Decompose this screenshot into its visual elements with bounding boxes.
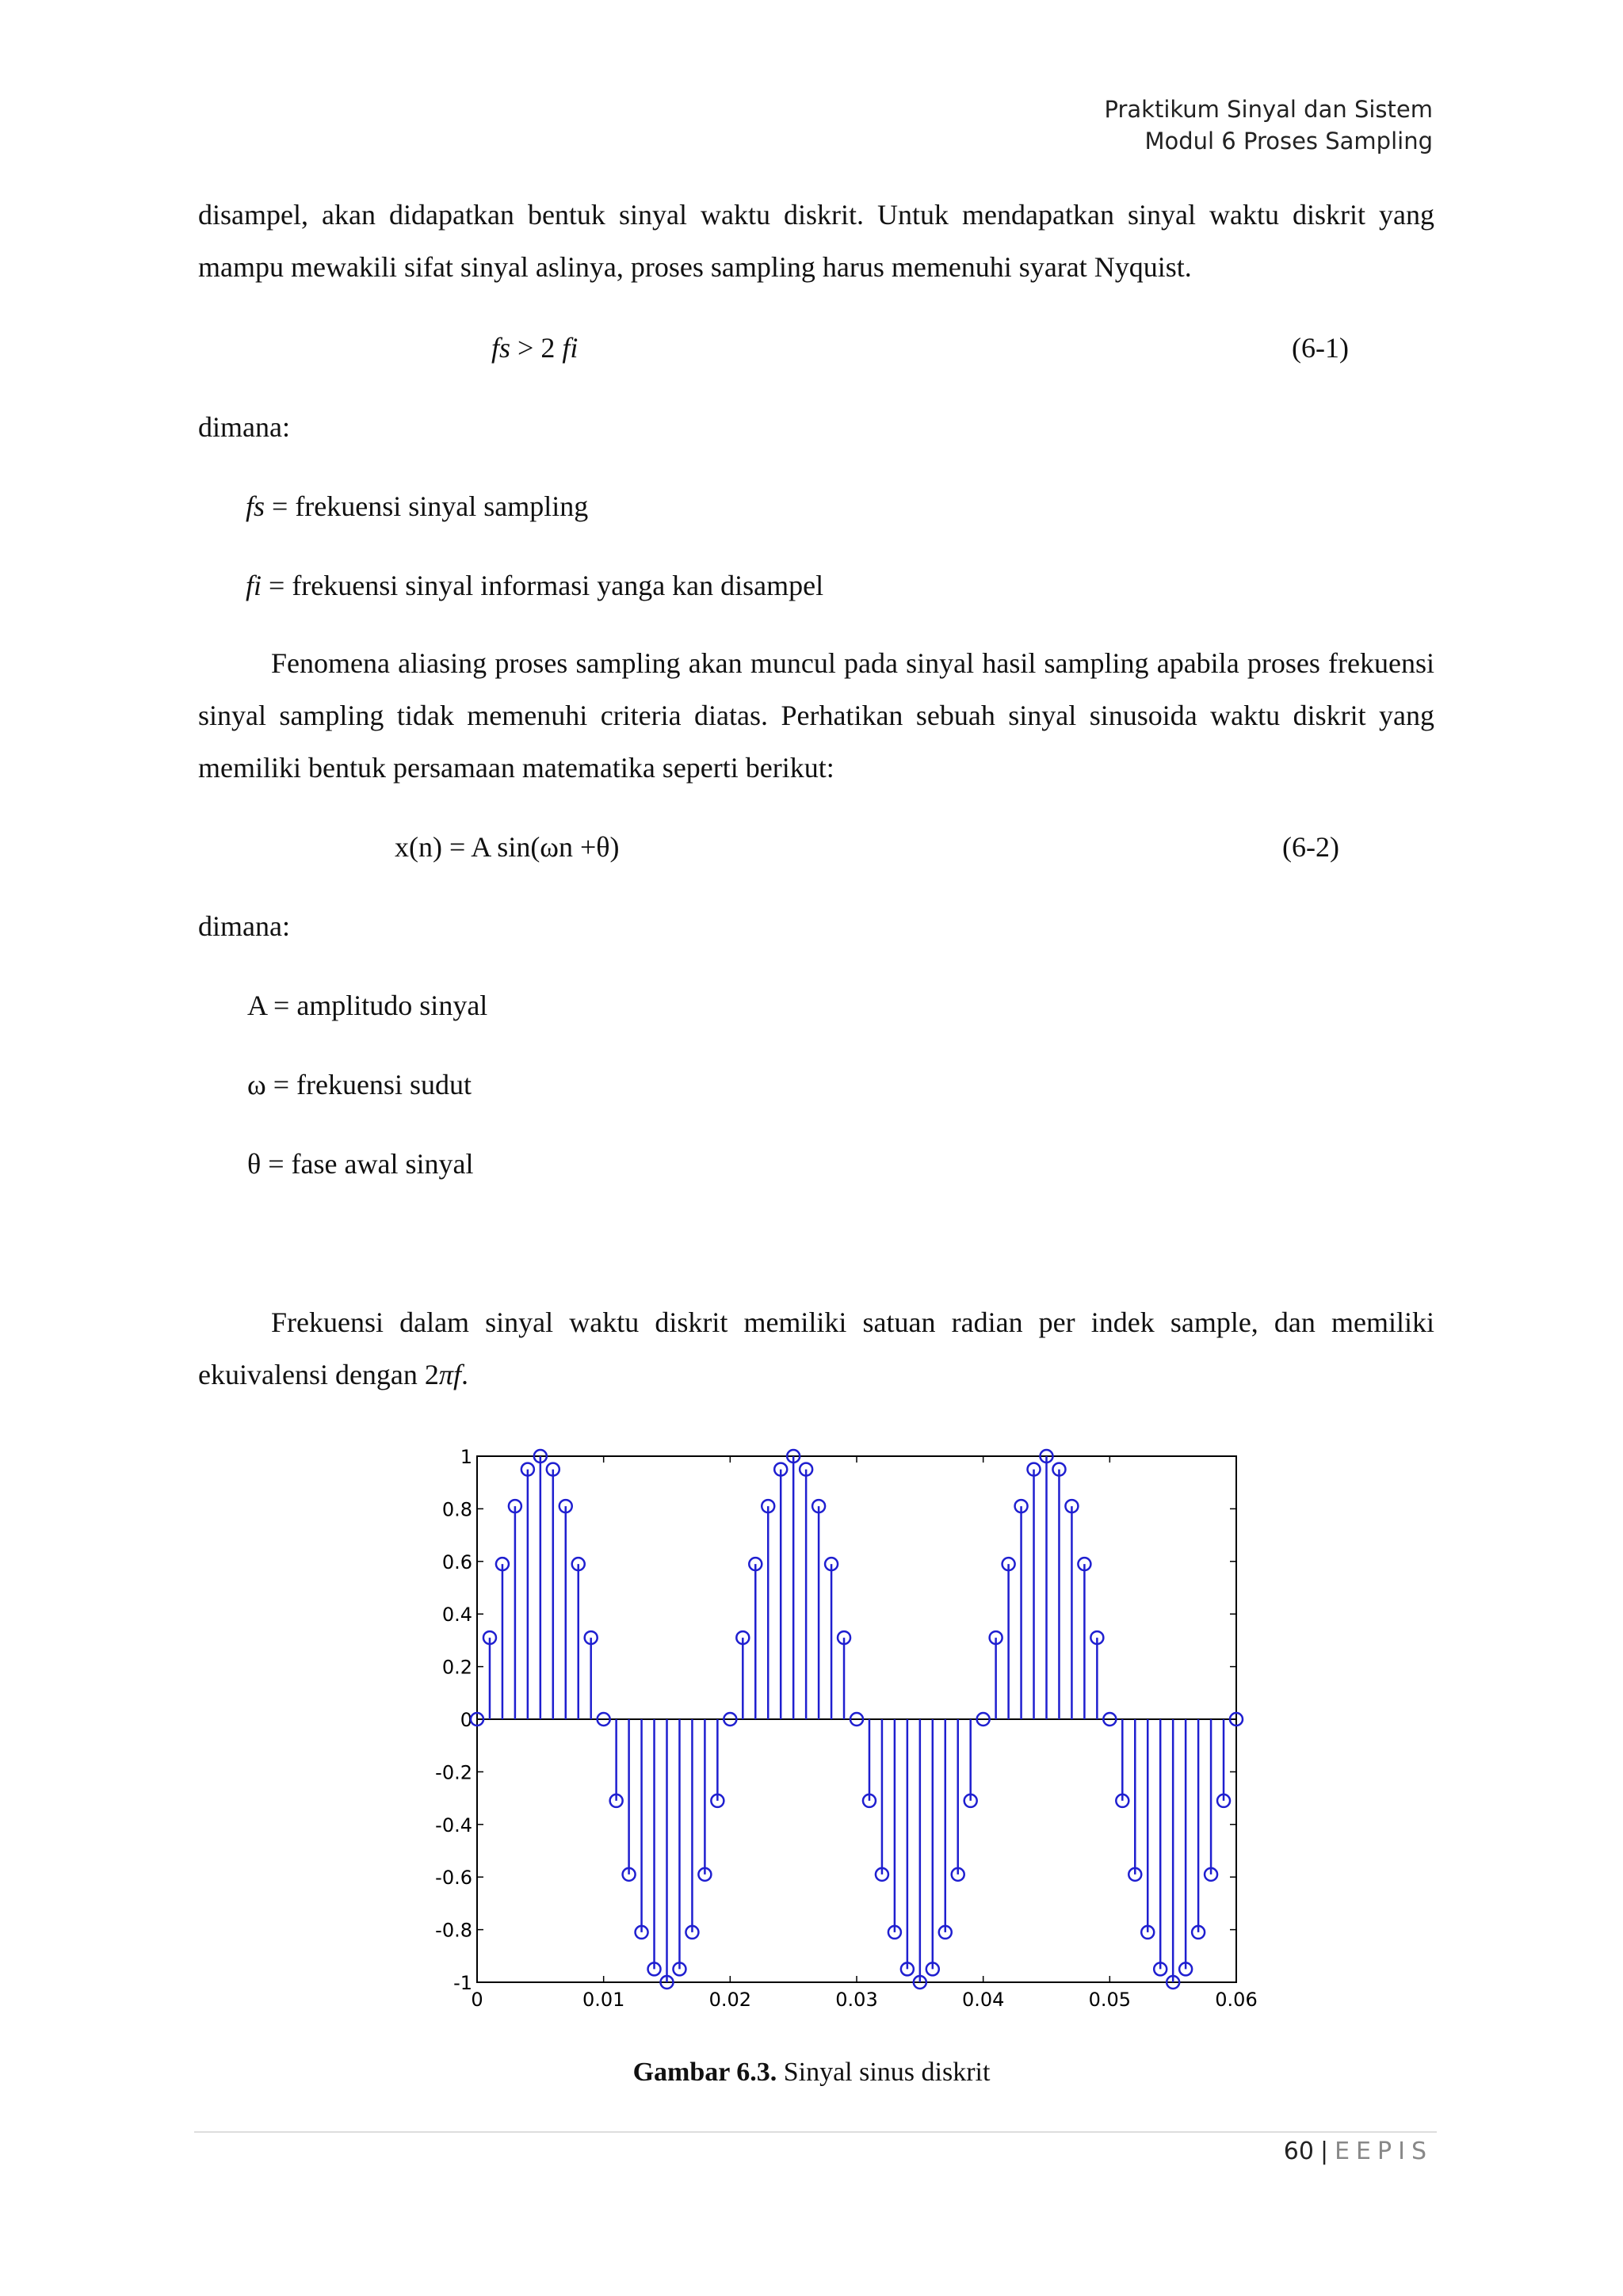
equation-number-6-1: (6-1) xyxy=(1292,332,1349,364)
equation-6-1 xyxy=(491,331,578,364)
y-tick-label: 1 xyxy=(460,1446,472,1468)
x-tick-label: 0.04 xyxy=(961,1989,1005,2011)
y-tick-label: 0 xyxy=(460,1709,472,1731)
paragraph-3 xyxy=(198,1296,1434,1401)
x-tick-label: 0.05 xyxy=(1088,1989,1132,2011)
footer-divider xyxy=(194,2131,1437,2133)
footer-org: EEPIS xyxy=(1335,2138,1433,2165)
definition-omega: ω = frekuensi sudut xyxy=(247,1069,472,1100)
page-footer xyxy=(1284,2138,1433,2165)
y-tick-label: 0.6 xyxy=(441,1550,472,1573)
para3-math: πf xyxy=(438,1359,461,1390)
def-fs-var: fs xyxy=(246,490,265,522)
y-tick-label: -0.2 xyxy=(435,1761,472,1784)
x-tick-label: 0 xyxy=(471,1989,483,2011)
x-tick-label: 0.06 xyxy=(1215,1989,1258,2011)
caption-text: Sinyal sinus diskrit xyxy=(777,2058,991,2087)
paragraph-2: Fenomena aliasing proses sampling akan muncul pada sinyal hasil sampling apabila proses frekuensi sinyal sampling tidak memenuhi criteria diatas. Perhatikan sebuah sinyal sinusoida waktu diskrit yang memiliki bentuk persamaan matematika seperti berikut: xyxy=(198,647,1434,784)
y-tick-label: -1 xyxy=(453,1972,472,1994)
def-fs-text: = frekuensi sinyal sampling xyxy=(265,490,589,522)
paragraph-1: disampel, akan didapatkan bentuk sinyal waktu diskrit. Untuk mendapatkan sinyal waktu diskrit yang mampu mewakili sifat sinyal aslinya, proses sampling harus memenuhi syarat Nyquist. xyxy=(198,199,1434,283)
def-fi-var: fi xyxy=(246,570,262,601)
y-tick-label: -0.8 xyxy=(435,1919,472,1942)
definition-theta: θ = fase awal sinyal xyxy=(247,1148,474,1180)
def-fi-text: = frekuensi sinyal informasi yanga kan disampel xyxy=(262,570,824,601)
header-subtitle: Modul 6 Proses Sampling xyxy=(1144,128,1433,154)
definition-fs xyxy=(246,490,588,523)
para3-text: Frekuensi dalam sinyal waktu diskrit memiliki satuan radian per indek sample, dan memiliki ekuivalensi dengan 2 xyxy=(198,1306,1434,1390)
stem-chart xyxy=(412,1426,1268,2012)
header-title: Praktikum Sinyal dan Sistem xyxy=(1104,96,1433,123)
equation-6-2: x(n) = A sin(ωn +θ) xyxy=(395,831,620,863)
figure-6-3 xyxy=(412,1426,1268,2012)
figure-caption xyxy=(0,2058,1623,2088)
y-tick-label: 0.8 xyxy=(441,1498,472,1521)
y-tick-label: 0.2 xyxy=(441,1656,472,1679)
footer-separator: | xyxy=(1319,2138,1329,2165)
y-tick-label: 0.4 xyxy=(441,1604,472,1627)
equation-number-6-2: (6-2) xyxy=(1282,831,1339,863)
y-tick-label: -0.6 xyxy=(435,1867,472,1890)
eq1-op: > 2 xyxy=(510,332,563,364)
caption-label: Gambar 6.3. xyxy=(632,2058,777,2087)
page-number: 60 xyxy=(1283,2138,1314,2165)
dimana-label-1: dimana: xyxy=(198,411,290,443)
page-header xyxy=(1104,93,1433,157)
x-tick-label: 0.01 xyxy=(582,1989,625,2011)
dimana-label-2: dimana: xyxy=(198,910,290,942)
y-tick-label: -0.4 xyxy=(435,1814,472,1836)
definition-amplitude: A = amplitudo sinyal xyxy=(247,990,488,1021)
para3-end: . xyxy=(460,1359,468,1390)
eq1-lhs: fs xyxy=(491,332,511,364)
x-tick-label: 0.02 xyxy=(708,1989,752,2011)
definition-fi xyxy=(246,569,823,602)
eq1-rhs: fi xyxy=(562,332,579,364)
x-tick-label: 0.03 xyxy=(835,1989,878,2011)
